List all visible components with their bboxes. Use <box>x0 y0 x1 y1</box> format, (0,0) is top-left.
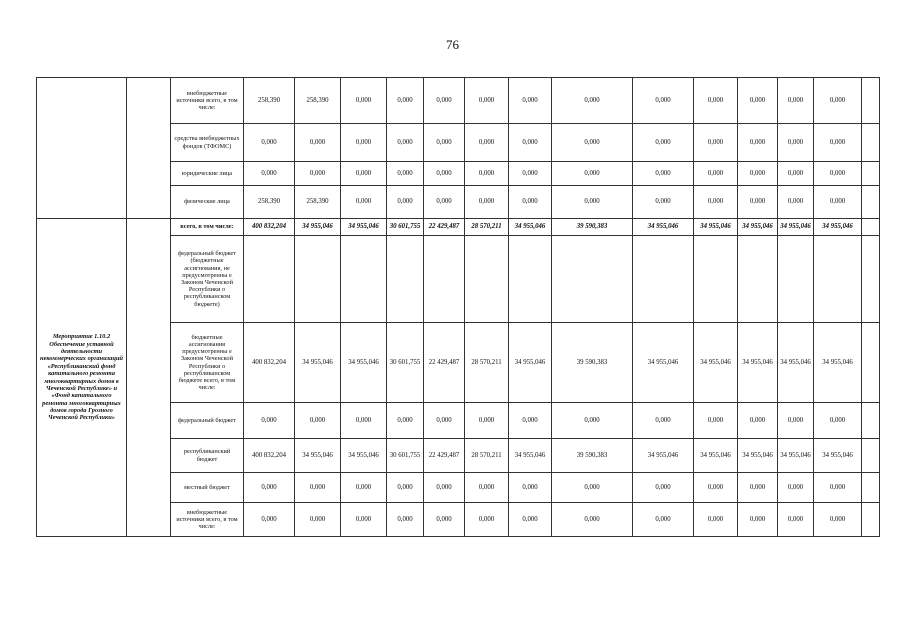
table-cell: 0,000 <box>814 124 862 162</box>
table-cell: 0,000 <box>244 162 295 186</box>
table-cell: 0,000 <box>778 124 814 162</box>
table-cell: 0,000 <box>738 473 778 503</box>
table-cell: 0,000 <box>341 162 387 186</box>
table-cell: 34 955,046 <box>738 219 778 236</box>
row-label: федеральный бюджет <box>171 403 244 439</box>
table-cell <box>738 236 778 323</box>
table-cell: 22 429,487 <box>424 323 465 403</box>
table-cell: 34 955,046 <box>778 439 814 473</box>
empty-cell <box>862 124 880 162</box>
row-label: федеральный бюджет (бюджетные ассигнования, не предусмотренны е Законом Чеченской Республики о республиканском бюджете) <box>171 236 244 323</box>
table-cell: 0,000 <box>465 186 509 219</box>
table-cell <box>387 236 424 323</box>
table-cell: 0,000 <box>694 503 738 537</box>
table-cell <box>552 236 633 323</box>
table-cell <box>341 236 387 323</box>
table-cell: 34 955,046 <box>341 219 387 236</box>
empty-cell <box>862 219 880 236</box>
table-cell: 0,000 <box>465 503 509 537</box>
table-row <box>37 219 880 236</box>
table-cell: 0,000 <box>738 162 778 186</box>
table-cell: 0,000 <box>424 124 465 162</box>
table-cell: 0,000 <box>633 503 694 537</box>
table-cell: 0,000 <box>509 403 552 439</box>
table-cell: 34 955,046 <box>694 219 738 236</box>
table-cell: 400 832,204 <box>244 439 295 473</box>
table-cell <box>778 236 814 323</box>
table-cell: 0,000 <box>387 403 424 439</box>
row-label: физические лица <box>171 186 244 219</box>
table-cell: 0,000 <box>552 162 633 186</box>
table-cell: 0,000 <box>814 186 862 219</box>
table-cell: 0,000 <box>778 473 814 503</box>
empty-cell <box>862 439 880 473</box>
table-cell: 34 955,046 <box>778 323 814 403</box>
table-cell: 0,000 <box>295 473 341 503</box>
table-cell: 0,000 <box>694 124 738 162</box>
table-cell: 39 590,383 <box>552 323 633 403</box>
table-cell: 34 955,046 <box>738 323 778 403</box>
table-cell: 34 955,046 <box>633 219 694 236</box>
table-cell: 34 955,046 <box>509 219 552 236</box>
table-cell: 0,000 <box>694 473 738 503</box>
table-cell: 0,000 <box>552 503 633 537</box>
table-cell: 34 955,046 <box>295 439 341 473</box>
table-cell: 0,000 <box>341 503 387 537</box>
table-cell: 0,000 <box>465 403 509 439</box>
table-cell: 0,000 <box>633 162 694 186</box>
table-cell: 0,000 <box>509 124 552 162</box>
table-cell: 28 570,211 <box>465 219 509 236</box>
table-cell: 34 955,046 <box>633 323 694 403</box>
table-cell: 0,000 <box>509 186 552 219</box>
empty-cell <box>862 403 880 439</box>
table-cell: 0,000 <box>633 186 694 219</box>
page-number: 76 <box>446 37 459 52</box>
table-cell: 0,000 <box>633 473 694 503</box>
empty-cell <box>862 236 880 323</box>
table-cell: 0,000 <box>738 186 778 219</box>
table-cell: 0,000 <box>778 403 814 439</box>
table-body <box>37 78 880 537</box>
table-cell <box>694 236 738 323</box>
empty-cell <box>37 78 127 219</box>
empty-cell <box>862 186 880 219</box>
table-cell: 0,000 <box>738 403 778 439</box>
row-label: всего, в том числе: <box>171 219 244 236</box>
table-cell: 0,000 <box>633 124 694 162</box>
row-label: средства внебюджетных фондов (ТФОМС) <box>171 124 244 162</box>
table-cell: 34 955,046 <box>814 219 862 236</box>
table-cell: 0,000 <box>295 403 341 439</box>
table-cell: 0,000 <box>387 162 424 186</box>
table-cell: 0,000 <box>694 186 738 219</box>
table-cell: 0,000 <box>424 78 465 124</box>
table-cell: 39 590,383 <box>552 219 633 236</box>
table-cell: 0,000 <box>387 124 424 162</box>
table-cell: 0,000 <box>694 162 738 186</box>
table-cell: 34 955,046 <box>509 439 552 473</box>
table-cell: 0,000 <box>341 78 387 124</box>
table-cell: 0,000 <box>465 78 509 124</box>
empty-cell <box>862 162 880 186</box>
table-cell: 34 955,046 <box>509 323 552 403</box>
row-label: республиканский бюджет <box>171 439 244 473</box>
measure-description: Мероприятие 1.10.2 Обеспечение уставной деятельности некоммерческих организаций «Республиканский фонд капитального ремонта многоквартирных домов в Чеченской Республике» и «Фонд капитального ремонта многоквартирных домов города Грозного Чеченской Республики» <box>37 219 127 537</box>
table-cell: 0,000 <box>244 403 295 439</box>
table-cell: 0,000 <box>694 403 738 439</box>
table-cell: 0,000 <box>387 78 424 124</box>
row-label: юридические лица <box>171 162 244 186</box>
empty-cell <box>862 323 880 403</box>
table-cell: 0,000 <box>552 78 633 124</box>
table-cell: 22 429,487 <box>424 439 465 473</box>
empty-cell <box>862 503 880 537</box>
budget-table <box>36 77 880 537</box>
table-cell: 0,000 <box>341 403 387 439</box>
table-cell: 34 955,046 <box>814 323 862 403</box>
table-cell: 0,000 <box>633 78 694 124</box>
table-cell: 0,000 <box>814 503 862 537</box>
row-label: местный бюджет <box>171 473 244 503</box>
table-cell <box>424 236 465 323</box>
empty-cell <box>862 473 880 503</box>
table-cell: 400 832,204 <box>244 323 295 403</box>
table-cell: 30 601,755 <box>387 219 424 236</box>
table-cell: 0,000 <box>244 473 295 503</box>
table-cell: 0,000 <box>552 473 633 503</box>
table-cell: 0,000 <box>633 403 694 439</box>
table-cell <box>465 236 509 323</box>
table-cell: 0,000 <box>465 124 509 162</box>
empty-cell <box>862 78 880 124</box>
table-cell: 34 955,046 <box>778 219 814 236</box>
table-cell: 258,390 <box>244 78 295 124</box>
table-cell: 0,000 <box>778 503 814 537</box>
table-cell: 0,000 <box>814 162 862 186</box>
table-cell: 0,000 <box>552 124 633 162</box>
empty-cell <box>127 78 171 219</box>
table-cell: 258,390 <box>295 186 341 219</box>
table-cell <box>295 236 341 323</box>
table-cell: 28 570,211 <box>465 439 509 473</box>
table-cell: 30 601,755 <box>387 323 424 403</box>
table-cell: 0,000 <box>424 186 465 219</box>
table-cell: 0,000 <box>295 124 341 162</box>
table-cell: 0,000 <box>814 473 862 503</box>
table-cell: 0,000 <box>341 124 387 162</box>
table-cell: 34 955,046 <box>341 323 387 403</box>
table-cell: 0,000 <box>738 124 778 162</box>
table-cell: 0,000 <box>694 78 738 124</box>
table-cell: 0,000 <box>778 186 814 219</box>
table-cell: 30 601,755 <box>387 439 424 473</box>
table-cell: 0,000 <box>387 186 424 219</box>
table-cell: 0,000 <box>244 503 295 537</box>
table-cell: 34 955,046 <box>814 439 862 473</box>
table-cell: 0,000 <box>509 162 552 186</box>
table-cell: 0,000 <box>295 162 341 186</box>
table-cell: 34 955,046 <box>633 439 694 473</box>
table-cell: 0,000 <box>387 503 424 537</box>
table-cell: 0,000 <box>424 473 465 503</box>
table-cell: 258,390 <box>295 78 341 124</box>
table-row <box>37 78 880 124</box>
table-cell: 34 955,046 <box>341 439 387 473</box>
table-cell: 28 570,211 <box>465 323 509 403</box>
table-cell: 0,000 <box>465 473 509 503</box>
table-cell: 0,000 <box>814 403 862 439</box>
table-cell <box>814 236 862 323</box>
table-cell: 0,000 <box>465 162 509 186</box>
table-cell: 34 955,046 <box>295 323 341 403</box>
table-cell: 0,000 <box>244 124 295 162</box>
table-cell: 400 832,204 <box>244 219 295 236</box>
table-cell: 0,000 <box>552 403 633 439</box>
table-cell: 0,000 <box>424 503 465 537</box>
table-cell: 0,000 <box>738 78 778 124</box>
table-cell: 0,000 <box>738 503 778 537</box>
table-cell <box>633 236 694 323</box>
table-cell: 0,000 <box>778 162 814 186</box>
row-label: внебюджетные источники всего, в том числе: <box>171 78 244 124</box>
table-cell: 0,000 <box>814 78 862 124</box>
table-cell: 0,000 <box>424 403 465 439</box>
table-cell: 0,000 <box>295 503 341 537</box>
table-cell: 0,000 <box>387 473 424 503</box>
table-cell: 258,390 <box>244 186 295 219</box>
table-cell: 0,000 <box>509 473 552 503</box>
table-cell: 34 955,046 <box>295 219 341 236</box>
table-cell: 34 955,046 <box>694 323 738 403</box>
table-cell: 34 955,046 <box>694 439 738 473</box>
row-label: бюджетные ассигнования предусмотренны е Законом Чеченской Республики о республиканском бюджете всего, в том числе: <box>171 323 244 403</box>
table-cell: 0,000 <box>509 78 552 124</box>
table-cell: 34 955,046 <box>738 439 778 473</box>
table-cell <box>509 236 552 323</box>
table-cell: 0,000 <box>509 503 552 537</box>
table-cell: 0,000 <box>778 78 814 124</box>
table-cell <box>244 236 295 323</box>
row-label: внебюджетные источники всего, в том числе: <box>171 503 244 537</box>
table-cell: 0,000 <box>424 162 465 186</box>
table-cell: 22 429,487 <box>424 219 465 236</box>
empty-cell <box>127 219 171 537</box>
table-cell: 0,000 <box>341 186 387 219</box>
table-cell: 0,000 <box>552 186 633 219</box>
table-cell: 39 590,383 <box>552 439 633 473</box>
table-cell: 0,000 <box>341 473 387 503</box>
